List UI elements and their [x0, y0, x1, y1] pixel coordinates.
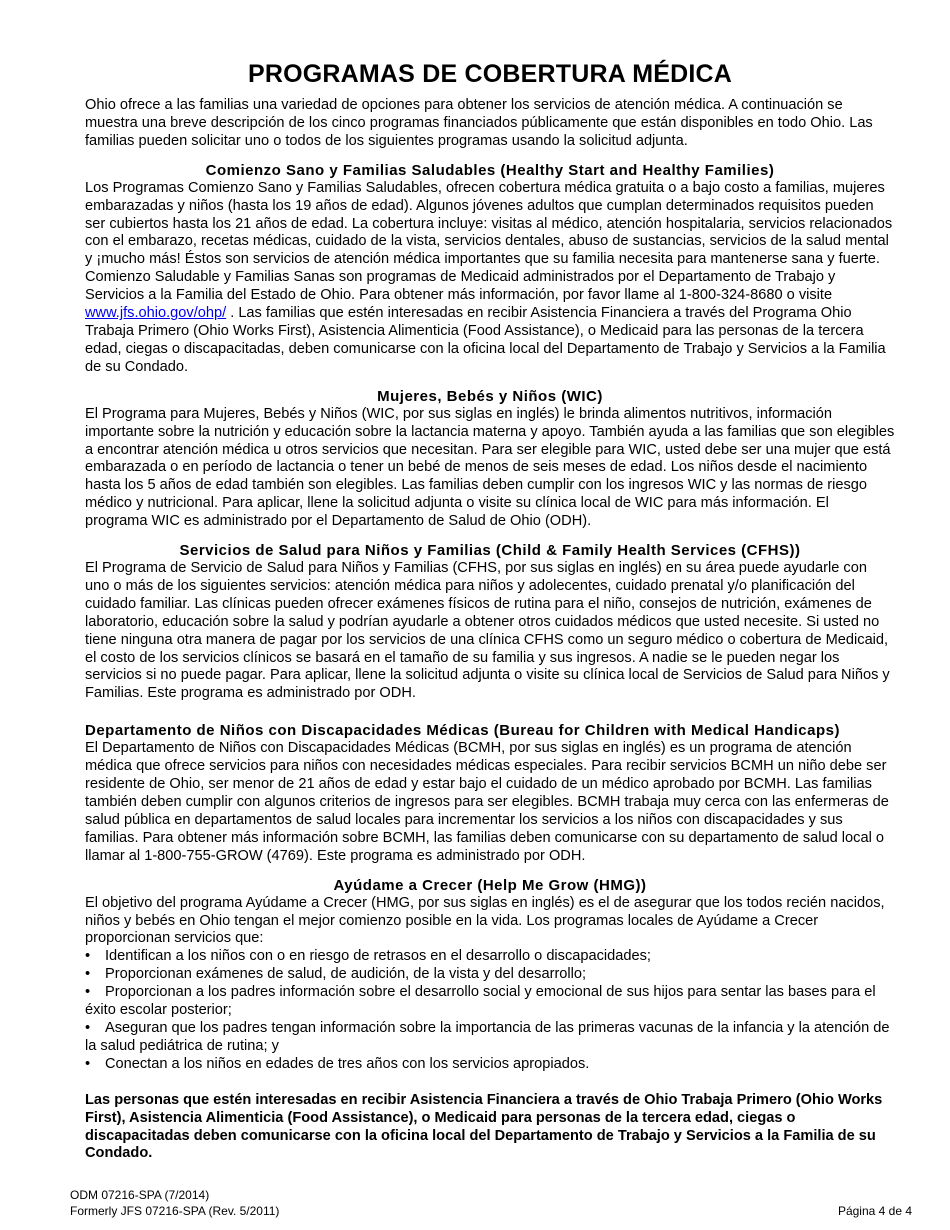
bullet-icon: • [85, 984, 91, 1001]
page-number: Página 4 de 4 [837, 1204, 912, 1218]
section-hmg [85, 876, 895, 1074]
section-body-cfhs: El Programa de Servicio de Salud para Niños y Familias (CFHS, por sus siglas en inglés) en su área puede ayudarle con uno o más de los siguientes servicios: atención médica para niños y adolecentes, cuidado prenatal y/o planificación del cuidado familiar. Las clínicas pueden ofrecer exámenes físicos de rutina para el niño, consejos de nutrición, exámenes de laboratorio, educación sobre la salud y podrían ayudarle a obtener otros cuidados médicos que usted necesite. Si usted no tiene ninguna otra manera de pagar por los servicios de una clínica CFHS como un seguro médico o cobertura de Medicaid, el costo de los servicios clínicos se basará en el tamaño de su familia y sus ingresos. A nadie se le pueden negar los servicios si no puede pagar. Para aplicar, llene la solicitud adjunta o visite su clínica local de Servicios de Salud para Niños y Familias. Este programa es administrado por ODH. [85, 560, 890, 702]
list-item-text: Proporcionan exámenes de salud, de audición, de la vista y del desarrollo; [105, 966, 587, 983]
list-item [85, 1056, 895, 1074]
section-bcmh [85, 721, 895, 865]
ohp-website-link[interactable]: www.jfs.ohio.gov/ohp/ [85, 305, 227, 322]
section-heading-bcmh: Departamento de Niños con Discapacidades Médicas (Bureau for Children with Medical Handicaps) [85, 722, 840, 740]
bullet-icon: • [85, 1055, 91, 1072]
bullet-icon: • [85, 966, 91, 983]
hmg-bullet-list [85, 948, 895, 1073]
section-body-wic: El Programa para Mujeres, Bebés y Niños (WIC, por sus siglas en inglés) le brinda alimentos nutritivos, información importante sobre la nutrición y educación sobre la lactancia materna y apoyo. También ayuda a las familias que son elegibles a encontrar atención médica u otros servicios que necesitan. Para ser elegible para WIC, usted debe ser una mujer que está embarazada o en período de lactancia o tener un bebé de menos de seis meses de edad. Los niños desde el nacimiento hasta los 5 años de edad también son elegibles. Las familias deben cumplir con los ingresos WIC y las normas de riesgo médico y nutricional. Para aplicar, llene la solicitud adjunta o visite su clínica local de WIC para más información. El programa WIC es administrado por el Departamento de Salud de Ohio (ODH). [85, 405, 895, 530]
bullet-icon: • [85, 948, 91, 965]
section-heading-wic: Mujeres, Bebés y Niños (WIC) [377, 387, 603, 405]
footer-form-info [70, 1187, 279, 1219]
bullet-icon: • [85, 1019, 91, 1036]
section-heading-healthy-start: Comienzo Sano y Familias Saludables (Healthy Start and Healthy Families) [205, 161, 775, 179]
section-healthy-start [85, 161, 895, 377]
section-cfhs [85, 541, 895, 703]
formerly-form-number: Formerly JFS 07216-SPA (Rev. 5/2011) [70, 1204, 280, 1218]
list-item-text: Conectan a los niños en edades de tres años con los servicios apropiados. [105, 1055, 590, 1072]
section-body-hmg: El objetivo del programa Ayúdame a Crecer (HMG, por sus siglas en inglés) es el de asegurar que los todos recién nacidos, niños y bebés en Ohio tengan el mejor comienzo posible en la vida. Los programas locales de Ayúdame a Crecer proporcionan servicios que: [85, 894, 885, 947]
form-number: ODM 07216-SPA (7/2014) [70, 1188, 210, 1202]
list-item-text: Identifican a los niños con o en riesgo de retrasos en el desarrollo o discapacidades; [105, 948, 651, 965]
section-wic [85, 387, 895, 531]
section-heading-hmg: Ayúdame a Crecer (Help Me Grow (HMG)) [333, 876, 647, 894]
list-item-text: Proporcionan a los padres información sobre el desarrollo social y emocional de sus hijos para sentar las bases para el éxito escolar posterior; [85, 984, 876, 1019]
list-item [85, 948, 895, 966]
healthy-start-text-part1: Los Programas Comienzo Sano y Familias Saludables, ofrecen cobertura médica gratuita o a bajo costo a familias, mujeres embarazadas y niños (hasta los 19 años de edad). Algunos jóvenes adultos que cumplan determinados requisitos pueden ser cubiertos hasta los 21 años de edad. La cobertura incluye: visitas al médico, atención hospitalaria, servicios relacionados con el embarazo, recetas médicas, cuidado de la vista, servicios dentales, abuso de sustancias, servicios de la salud mental y ¡mucho más! Éstos son servicios de atención médica importantes que su familia necesita para mantenerse sana y fuerte. Comienzo Saludable y Familias Sanas son programas de Medicaid administrados por el Departamento de Trabajo y Servicios a la Familia del Estado de Ohio. Para obtener más información, por favor llame al 1-800-324-8680 o visite [85, 179, 893, 304]
healthy-start-text-part2: . Las familias que estén interesadas en recibir Asistencia Financiera a través del Programa Ohio Trabaja Primero (Ohio Works First), Asistencia Alimenticia (Food Assistance), o Medicaid para las personas de la tercera edad, ciegas o discapacitadas, deben comunicarse con la oficina local del Departamento de Trabajo y Servicios a la Familia de su Condado. [85, 305, 886, 375]
section-body-healthy-start [85, 180, 895, 377]
section-body-bcmh: El Departamento de Niños con Discapacidades Médicas (BCMH, por sus siglas en inglés) es un programa de atención médica que ofrece servicios para niños con necesidades médicas especiales. Para recibir servicios BCMH un niño debe ser residente de Ohio, ser menor de 21 años de edad y estar bajo el cuidado de un médico aprobado por BCMH. Las familias también deben cumplir con algunos criterios de ingresos para ser elegibles. BCMH trabaja muy cerca con las enfermeras de salud pública en departamentos de salud locales para incrementar los servicios a los niños con discapacidades y sus familias. Para obtener más información sobre BCMH, las familias deben comunicarse con su departamento de salud local o llamar al 1-800-755-GROW (4769). Este programa es administrado por ODH. [85, 740, 889, 864]
closing-paragraph: Las personas que estén interesadas en recibir Asistencia Financiera a través de Ohio Trabaja Primero (Ohio Works First), Asistencia Alimenticia (Food Assistance), o Medicaid para personas de la tercera edad, ciegas o discapacitadas deben comunicarse con la oficina local del Departamento de Trabajo y Servicios a la Familia de su Condado. [85, 1091, 883, 1162]
list-item-text: Aseguran que los padres tengan información sobre la importancia de las primeras vacunas de la infancia y la atención de la salud pediátrica de rutina; y [85, 1019, 890, 1054]
list-item [85, 984, 895, 1020]
list-item [85, 966, 895, 984]
page-title: PROGRAMAS DE COBERTURA MÉDICA [247, 60, 733, 88]
document-page [85, 60, 895, 1163]
intro-paragraph: Ohio ofrece a las familias una variedad de opciones para obtener los servicios de atención médica. A continuación se muestra una breve descripción de los cinco programas financiados públicamente que están disponibles en todo Ohio. Las familias pueden solicitar uno o todos de los siguientes programas usando la solicitud adjunta. [85, 97, 873, 149]
section-heading-cfhs: Servicios de Salud para Niños y Familias (Child & Family Health Services (CFHS)) [179, 542, 801, 560]
list-item [85, 1020, 895, 1056]
